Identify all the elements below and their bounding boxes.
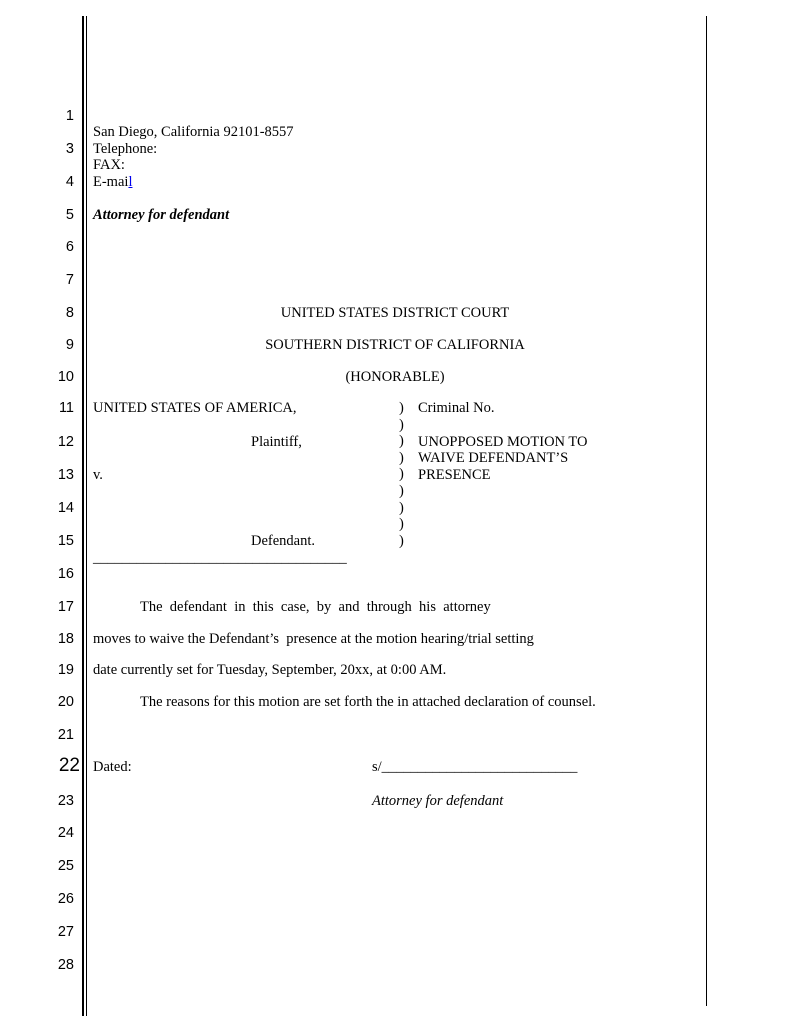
attorney-telephone: Telephone: <box>93 141 158 157</box>
line-number: 26 <box>57 891 74 907</box>
line-number: 19 <box>57 662 74 678</box>
line-number: 15 <box>57 533 74 549</box>
line-number: 13 <box>57 467 74 483</box>
caption-paren: ) <box>399 400 404 416</box>
motion-title-line-2: WAIVE DEFENDANT’S <box>418 450 569 466</box>
versus: v. <box>93 467 103 483</box>
motion-title-line-3: PRESENCE <box>418 467 491 483</box>
case-number-label: Criminal No. <box>418 400 495 416</box>
attorney-role: Attorney for defendant <box>93 207 230 223</box>
caption-paren: ) <box>399 416 404 433</box>
attorney-address: San Diego, California 92101-8557 <box>93 124 294 140</box>
signature-line: s/___________________________ <box>372 759 578 775</box>
line-number: 5 <box>65 207 74 223</box>
court-name: UNITED STATES DISTRICT COURT <box>280 305 510 321</box>
left-margin-rule-inner <box>86 16 87 1016</box>
line-number: 8 <box>65 305 74 321</box>
body-paragraph-1-line-2: moves to waive the Defendant’s presence at the motion hearing/trial setting <box>93 631 534 647</box>
motion-title-line-1: UNOPPOSED MOTION TO <box>418 434 588 450</box>
line-number: 10 <box>57 369 74 385</box>
plaintiff-role: Plaintiff, <box>251 434 302 450</box>
attorney-email <box>93 174 132 191</box>
caption-underline: ___________________________________ <box>93 550 347 566</box>
line-number: 1 <box>65 108 74 124</box>
caption-paren: ) <box>399 499 404 516</box>
line-number: 16 <box>57 566 74 582</box>
caption-paren: ) <box>399 466 404 483</box>
line-number: 6 <box>65 239 74 255</box>
judge-placeholder: (HONORABLE) <box>345 369 445 385</box>
caption-paren: ) <box>399 532 404 549</box>
line-number: 21 <box>57 727 74 743</box>
caption-paren: ) <box>399 433 404 450</box>
line-number: 3 <box>65 141 74 157</box>
body-paragraph-1-line-3: date currently set for Tuesday, September, 20xx, at 0:00 AM. <box>93 662 447 678</box>
email-link[interactable]: l <box>128 174 133 190</box>
line-number: 17 <box>57 599 74 615</box>
line-number: 14 <box>57 500 74 516</box>
line-number: 11 <box>58 400 74 416</box>
line-number: 28 <box>57 957 74 973</box>
attorney-fax: FAX: <box>93 157 125 173</box>
line-number: 20 <box>57 694 74 710</box>
line-number: 25 <box>57 858 74 874</box>
line-number: 7 <box>65 272 74 288</box>
caption-paren: ) <box>399 482 404 499</box>
line-number: 12 <box>57 434 74 450</box>
caption-paren: ) <box>399 449 404 466</box>
line-number: 9 <box>65 337 74 353</box>
plaintiff-name: UNITED STATES OF AMERICA, <box>93 400 297 416</box>
court-district: SOUTHERN DISTRICT OF CALIFORNIA <box>265 337 525 353</box>
body-paragraph-2: The reasons for this motion are set forth the in attached declaration of counsel. <box>140 694 596 710</box>
line-number: 4 <box>65 174 74 190</box>
line-number: 27 <box>57 924 74 940</box>
caption-paren: ) <box>399 516 404 533</box>
signature-attorney-role: Attorney for defendant <box>372 793 504 809</box>
email-label: E-mai <box>93 174 129 190</box>
line-number: 18 <box>57 631 74 647</box>
body-paragraph-1-line-1: The defendant in this case, by and through his attorney <box>140 599 491 615</box>
dated-label: Dated: <box>93 759 132 775</box>
defendant-role: Defendant. <box>251 533 316 549</box>
line-number: 23 <box>57 793 74 809</box>
line-number: 22 <box>58 755 80 776</box>
line-number: 24 <box>57 825 74 841</box>
caption-paren-column <box>399 400 407 549</box>
right-margin-rule <box>706 16 707 1006</box>
left-margin-rule-outer <box>82 16 84 1016</box>
